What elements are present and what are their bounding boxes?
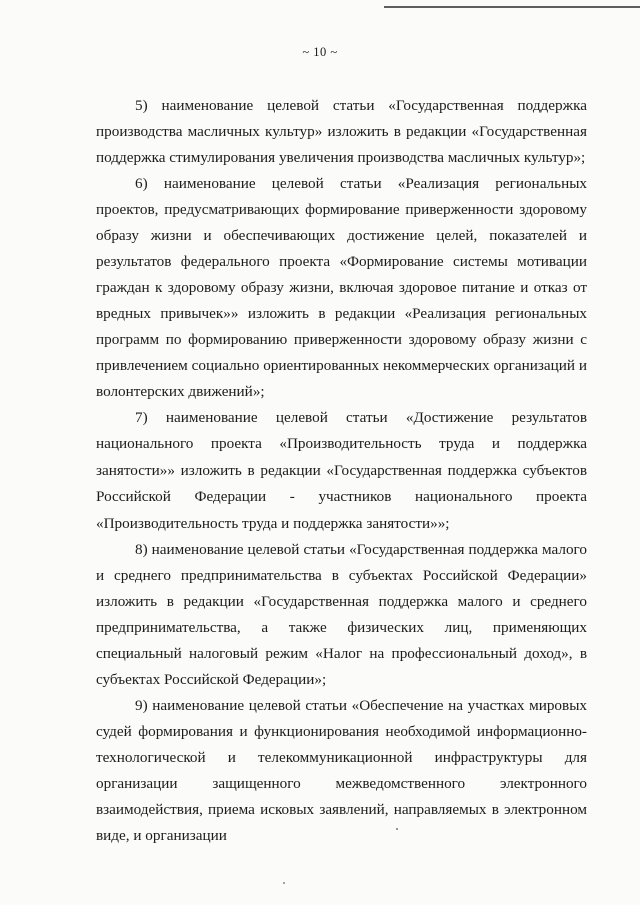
- page-number: ~ 10 ~: [302, 45, 338, 59]
- paragraph-item-9: 9) наименование целевой статьи «Обеспечение на участках мировых судей формирования и функционирования необходимой информационно-технологической и телекоммуникационной инфраструктуры для организации защищенного межведомственного электронного взаимодействия, приема исковых заявлений, направляемых в электронном виде, и организации: [96, 697, 587, 845]
- scan-speck: [283, 882, 285, 884]
- scan-edge-line: [384, 6, 640, 8]
- document-body: [96, 93, 587, 849]
- scan-speck: [396, 828, 398, 830]
- paragraph-item-7: 7) наименование целевой статьи «Достижение результатов национального проекта «Производительность труда и поддержка занятости»» изложить в редакции «Государственная поддержка субъектов Российской Федерации - участников национального проекта «Производительность труда и поддержка занятости»»;: [96, 409, 587, 532]
- paragraph-item-8: 8) наименование целевой статьи «Государственная поддержка малого и среднего предпринимательства в субъектах Российской Федерации» изложить в редакции «Государственная поддержка малого и среднего предпринимательства, а также физических лиц, применяющих специальный налоговый режим «Налог на профессиональный доход», в субъектах Российской Федерации»;: [96, 541, 587, 689]
- paragraph-item-5: 5) наименование целевой статьи «Государственная поддержка производства масличных культур» изложить в редакции «Государственная поддержка стимулирования увеличения производства масличных культур»;: [96, 97, 587, 166]
- paragraph-item-6: 6) наименование целевой статьи «Реализация региональных проектов, предусматривающих формирование приверженности здоровому образу жизни и обеспечивающих достижение целей, показателей и результатов федерального проекта «Формирование системы мотивации граждан к здоровому образу жизни, включая здоровое питание и отказ от вредных привычек»» изложить в редакции «Реализация региональных программ по формированию приверженности здоровому образу жизни с привлечением социально ориентированных некоммерческих организаций и волонтерских движений»;: [96, 175, 587, 400]
